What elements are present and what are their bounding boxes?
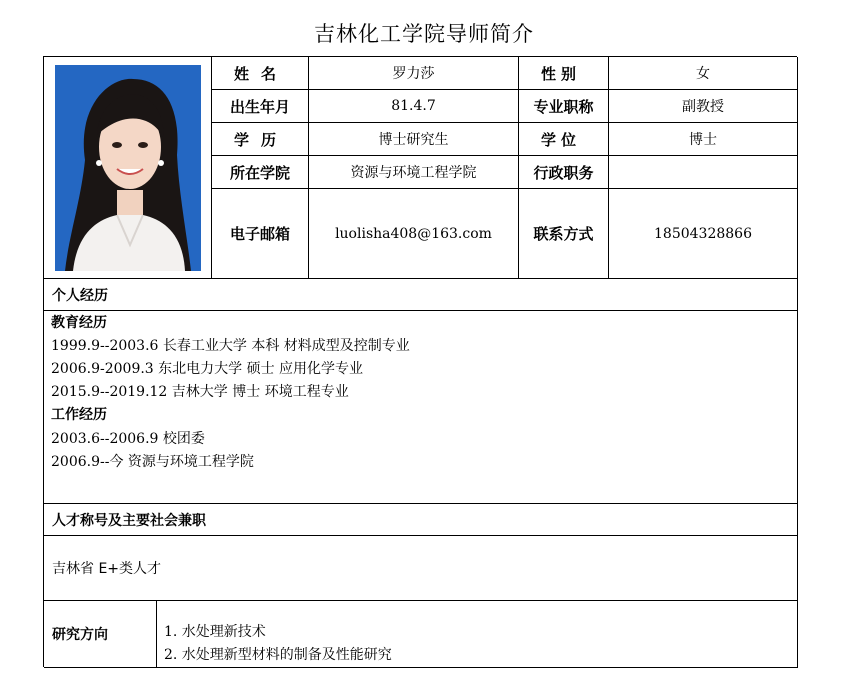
name-label-char-1: 姓: [234, 64, 250, 83]
gender-value: 女: [609, 57, 798, 90]
prof-title-label: 专业职称: [519, 90, 609, 123]
education-level-value: 博士研究生: [309, 123, 519, 156]
experience-section-title: 个人经历: [44, 279, 798, 311]
gender-label-char-1: 性: [541, 64, 557, 83]
college-label: 所在学院: [212, 156, 309, 189]
contact-value: 18504328866: [609, 189, 798, 279]
email-value: luolisha408@163.com: [309, 189, 519, 279]
name-value: 罗力莎: [309, 57, 519, 90]
portrait-photo: [55, 65, 201, 271]
gender-label: [519, 57, 609, 90]
degree-label-char-2: 位: [560, 130, 576, 149]
work-item-2: 2006.9--今 资源与环境工程学院: [51, 454, 254, 470]
talent-section-title: 人才称号及主要社会兼职: [44, 504, 798, 536]
education-heading: 教育经历: [51, 315, 107, 331]
education-item-3: 2015.9--2019.12 吉林大学 博士 环境工程专业: [51, 384, 349, 400]
photo-cell: [44, 57, 212, 279]
work-item-1: 2003.6--2006.9 校团委: [51, 431, 205, 447]
work-heading: 工作经历: [51, 407, 107, 423]
admin-position-label: 行政职务: [519, 156, 609, 189]
gender-label-char-2: 别: [560, 64, 576, 83]
name-label-char-2: 名: [260, 64, 276, 83]
birth-label: 出生年月: [212, 90, 309, 123]
education-level-label-char-2: 历: [260, 130, 276, 149]
portrait-icon: [55, 65, 201, 271]
degree-label: [519, 123, 609, 156]
name-label: [212, 57, 309, 90]
degree-label-char-1: 学: [541, 130, 557, 149]
college-value: 资源与环境工程学院: [309, 156, 519, 189]
page-title: 吉林化工学院导师简介: [314, 22, 534, 46]
research-label: 研究方向: [44, 601, 157, 668]
degree-value: 博士: [609, 123, 798, 156]
talent-content: 吉林省 E+类人才: [44, 536, 798, 601]
education-item-2: 2006.9-2009.3 东北电力大学 硕士 应用化学专业: [51, 361, 364, 377]
email-label: 电子邮箱: [212, 189, 309, 279]
prof-title-value: 副教授: [609, 90, 798, 123]
education-level-label-char-1: 学: [234, 130, 250, 149]
contact-label: 联系方式: [519, 189, 609, 279]
admin-position-value: [609, 156, 798, 189]
education-item-1: 1999.9--2003.6 长春工业大学 本科 材料成型及控制专业: [51, 338, 410, 354]
research-item-2: 2. 水处理新型材料的制备及性能研究: [164, 647, 392, 663]
education-level-label: [212, 123, 309, 156]
research-item-1: 1. 水处理新技术: [164, 624, 266, 640]
birth-value: 81.4.7: [309, 90, 519, 123]
